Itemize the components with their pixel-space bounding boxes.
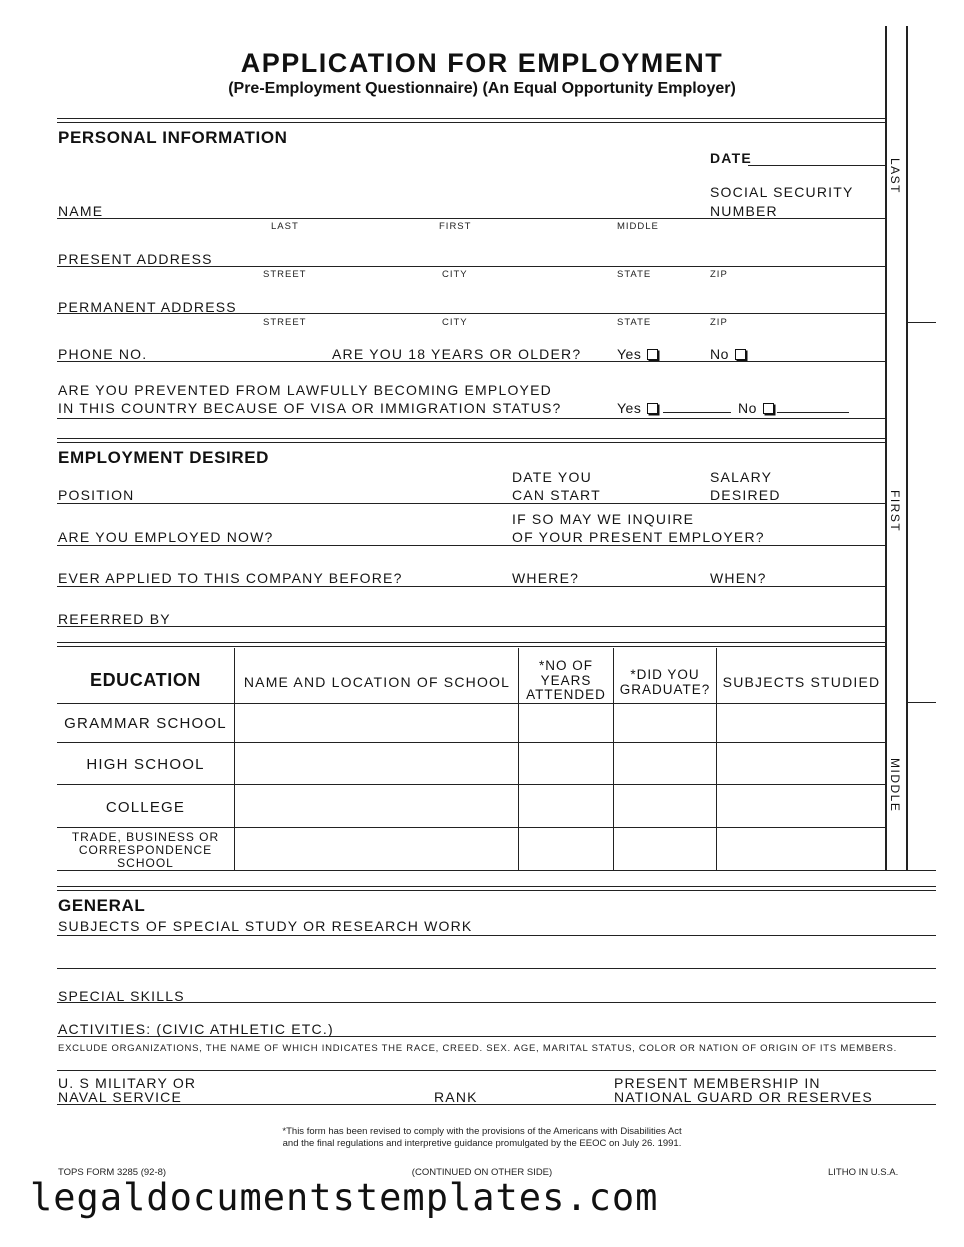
military-label-line1: U. S MILITARY OR — [58, 1075, 197, 1091]
visa-yes-line[interactable] — [663, 412, 731, 413]
special-study-field-2[interactable] — [57, 968, 936, 969]
edu-row-trade-line: SCHOOL — [117, 856, 174, 870]
phone-label: PHONE NO. — [58, 346, 148, 362]
continued-note: (CONTINUED ON OTHER SIDE) — [411, 1167, 553, 1178]
start-date-label-line1: DATE YOU — [512, 469, 592, 485]
present-sub-state: STATE — [617, 269, 652, 280]
revision-note-line2: and the final regulations and interpretive guidance promulgated by the EEOC on July 26. 1991. — [282, 1138, 682, 1149]
visa-yes-checkbox[interactable] — [647, 403, 658, 414]
permanent-address-field[interactable] — [57, 313, 886, 314]
general-heading: GENERAL — [58, 896, 146, 915]
employment-desired-heading: EMPLOYMENT DESIRED — [58, 448, 270, 467]
ssn-label-line2: NUMBER — [710, 203, 778, 219]
edu-row-trade-line: CORRESPONDENCE — [78, 843, 213, 857]
col-years-line: *NO OF — [538, 658, 593, 673]
referred-by-field[interactable] — [57, 626, 886, 627]
form-number: TOPS FORM 3285 (92-8) — [58, 1167, 167, 1178]
personal-info-heading: PERSONAL INFORMATION — [58, 128, 288, 147]
edu-bottom-line — [57, 870, 936, 871]
when-label: WHEN? — [710, 570, 767, 586]
referred-by-label: REFERRED BY — [58, 611, 171, 627]
age-no[interactable] — [710, 346, 746, 362]
present-address-label: PRESENT ADDRESS — [58, 251, 213, 267]
name-sub-middle: MIDDLE — [617, 221, 659, 232]
visa-no-label: No — [738, 400, 757, 416]
edu-row-trade — [57, 831, 234, 870]
position-field[interactable] — [57, 503, 886, 504]
present-sub-city: CITY — [442, 269, 468, 280]
activities-field-2[interactable] — [57, 1070, 936, 1071]
permanent-sub-state: STATE — [617, 317, 652, 328]
edu-row-high-school: HIGH SCHOOL — [86, 756, 205, 773]
form-title: APPLICATION FOR EMPLOYMENT — [240, 48, 724, 78]
section-rule — [57, 642, 886, 643]
side-label-first: FIRST — [888, 490, 902, 533]
employed-now-field[interactable] — [57, 545, 886, 546]
edu-row-grammar: GRAMMAR SCHOOL — [64, 715, 227, 732]
present-address-field[interactable] — [57, 266, 886, 267]
age-yes-checkbox[interactable] — [647, 349, 658, 360]
col-subjects-header: SUBJECTS STUDIED — [722, 674, 881, 690]
permanent-sub-city: CITY — [442, 317, 468, 328]
col-graduate-line: *DID YOU — [630, 667, 700, 682]
permanent-sub-zip: ZIP — [710, 317, 728, 328]
date-label: DATE — [710, 150, 752, 166]
present-sub-street: STREET — [263, 269, 307, 280]
position-label: POSITION — [58, 487, 135, 503]
activities-label: ACTIVITIES: (CIVIC ATHLETIC ETC.) — [58, 1021, 334, 1037]
col-years-line: ATTENDED — [526, 687, 606, 702]
special-study-label: SUBJECTS OF SPECIAL STUDY OR RESEARCH WORK — [58, 918, 473, 934]
section-rule — [57, 418, 886, 419]
edu-row-line — [57, 784, 886, 785]
special-skills-field[interactable] — [57, 1002, 936, 1003]
age-no-label: No — [710, 346, 729, 362]
inquire-label-line1: IF SO MAY WE INQUIRE — [512, 511, 695, 527]
edu-row-line — [57, 827, 886, 828]
age-no-checkbox[interactable] — [735, 349, 746, 360]
name-sub-last: LAST — [271, 221, 299, 232]
side-label-last: LAST — [888, 158, 902, 195]
edu-row-line — [57, 703, 886, 704]
section-rule — [57, 122, 886, 123]
revision-note-line1: *This form has been revised to comply with the provisions of the Americans with Disabilities Act — [282, 1126, 682, 1137]
name-label: NAME — [58, 203, 104, 219]
education-heading: EDUCATION — [89, 670, 202, 690]
age-yes[interactable] — [617, 346, 658, 362]
special-skills-label: SPECIAL SKILLS — [58, 988, 185, 1004]
employed-now-label: ARE YOU EMPLOYED NOW? — [58, 529, 274, 545]
edu-row-college: COLLEGE — [105, 799, 186, 816]
age-yes-label: Yes — [617, 346, 642, 362]
inquire-label-line2: OF YOUR PRESENT EMPLOYER? — [512, 529, 765, 545]
applied-before-field[interactable] — [57, 586, 886, 587]
permanent-sub-street: STREET — [263, 317, 307, 328]
right-frame-line-outer — [906, 26, 908, 871]
watermark-text: legaldocumentstemplates.com — [30, 1176, 659, 1219]
ssn-label-line1: SOCIAL SECURITY — [710, 184, 854, 200]
applied-before-label: EVER APPLIED TO THIS COMPANY BEFORE? — [58, 570, 403, 586]
start-date-label-line2: CAN START — [512, 487, 601, 503]
col-graduate-line: GRADUATE? — [619, 681, 711, 697]
name-field[interactable] — [57, 218, 886, 219]
section-rule — [57, 890, 936, 891]
military-label-line2: NAVAL SERVICE — [58, 1089, 183, 1105]
section-rule — [57, 438, 886, 439]
present-sub-zip: ZIP — [710, 269, 728, 280]
form-subtitle: (Pre-Employment Questionnaire) (An Equal Opportunity Employer) — [228, 80, 736, 97]
side-label-middle: MIDDLE — [888, 758, 902, 813]
litho-note: LITHO IN U.S.A. — [828, 1167, 899, 1178]
visa-question-line2: IN THIS COUNTRY BECAUSE OF VISA OR IMMIGRATION STATUS? — [58, 400, 562, 416]
section-rule — [57, 442, 886, 443]
exclude-note: EXCLUDE ORGANIZATIONS, THE NAME OF WHICH INDICATES THE RACE, CREED. SEX. AGE, MARITAL STATUS, COLOR OR NATION OF ORIGIN OF ITS MEMBERS. — [58, 1043, 897, 1054]
salary-label-line2: DESIRED — [710, 487, 781, 503]
guard-label-line1: PRESENT MEMBERSHIP IN — [614, 1075, 821, 1091]
salary-label-line1: SALARY — [710, 469, 773, 485]
where-label: WHERE? — [512, 570, 580, 586]
col-graduate-header — [614, 668, 716, 697]
activities-field[interactable] — [57, 1036, 936, 1037]
visa-yes-label: Yes — [617, 400, 642, 416]
permanent-address-label: PERMANENT ADDRESS — [58, 299, 237, 315]
visa-yes[interactable] — [617, 400, 658, 416]
right-frame-line-inner — [885, 26, 887, 871]
military-field[interactable] — [57, 1104, 936, 1105]
side-divider — [906, 322, 936, 323]
visa-no[interactable] — [738, 400, 774, 416]
visa-no-checkbox[interactable] — [763, 403, 774, 414]
col-school-header: NAME AND LOCATION OF SCHOOL — [243, 674, 511, 690]
visa-no-line[interactable] — [777, 412, 849, 413]
col-years-header — [519, 659, 613, 703]
rank-label: RANK — [434, 1089, 478, 1105]
edu-row-line — [57, 742, 886, 743]
name-sub-first: FIRST — [439, 221, 472, 232]
age-question: ARE YOU 18 YEARS OR OLDER? — [332, 346, 582, 362]
guard-label-line2: NATIONAL GUARD OR RESERVES — [614, 1089, 873, 1105]
phone-field[interactable] — [57, 361, 886, 362]
edu-col-divider — [234, 648, 235, 870]
col-years-line: YEARS — [540, 672, 592, 688]
visa-question-line1: ARE YOU PREVENTED FROM LAWFULLY BECOMING EMPLOYED — [58, 382, 552, 398]
special-study-field[interactable] — [57, 935, 936, 936]
section-rule — [57, 646, 886, 647]
side-divider — [906, 702, 936, 703]
edu-row-trade-line: TRADE, BUSINESS OR — [71, 830, 220, 844]
section-rule — [57, 118, 886, 119]
date-field[interactable] — [748, 165, 886, 166]
section-rule — [57, 886, 936, 887]
